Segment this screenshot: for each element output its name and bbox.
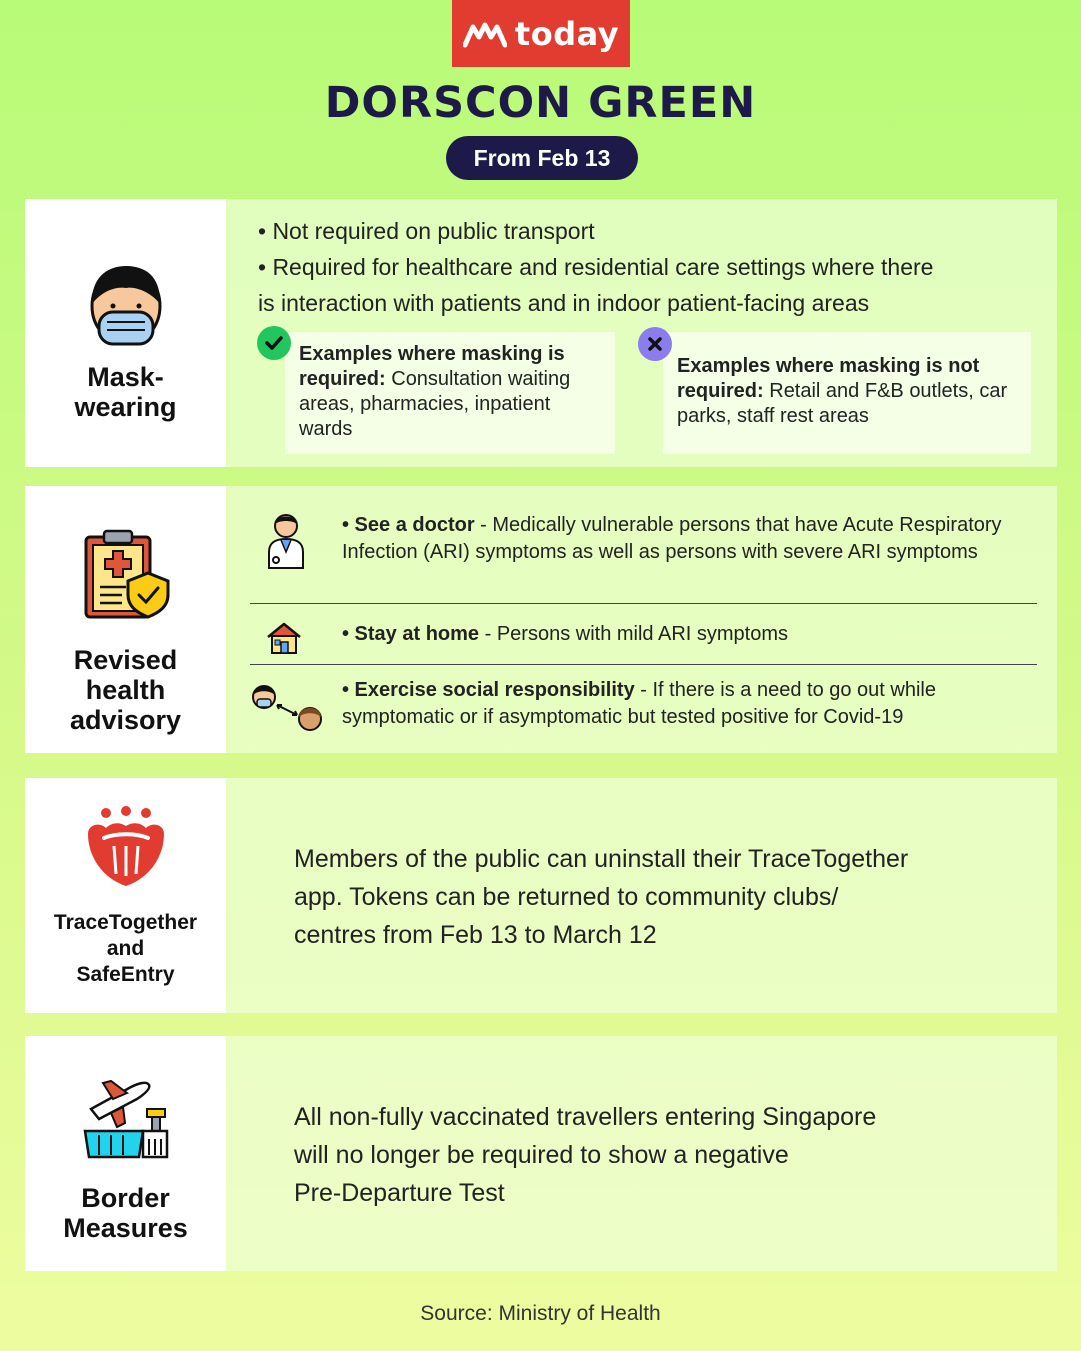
mask-not-required-examples bbox=[663, 332, 1031, 454]
tracetogether-body bbox=[226, 778, 1057, 1013]
border-measures-label-2: Measures bbox=[63, 1212, 188, 1243]
brand-name: today bbox=[514, 14, 620, 53]
border-measures-text-line3: Pre-Departure Test bbox=[294, 1179, 505, 1207]
mask-not-required-text: Retail and F&B outlets, car parks, staff rest areas bbox=[677, 380, 1008, 427]
advisory-social-text: - If there is a need to go out while symptomatic or if asymptomatic but tested positive for Covid-19 bbox=[342, 679, 936, 728]
border-measures-body bbox=[226, 1036, 1057, 1271]
tracetogether-text-line3: centres from Feb 13 to March 12 bbox=[294, 921, 657, 949]
advisory-doctor-bold: • See a doctor bbox=[342, 514, 475, 536]
advisory-divider-2 bbox=[250, 664, 1037, 665]
advisory-divider-1 bbox=[250, 603, 1037, 604]
advisory-social-bold: • Exercise social responsibility bbox=[342, 679, 635, 701]
tracetogether-label-2: and bbox=[106, 936, 145, 960]
mask-not-required-heading: Examples where masking is not bbox=[677, 355, 980, 377]
tracetogether-label-1: TraceTogether bbox=[53, 910, 198, 934]
health-advisory-card bbox=[25, 486, 1057, 753]
advisory-home-text: - Persons with mild ARI symptoms bbox=[479, 623, 789, 645]
page-title: DORSCON GREEN bbox=[324, 78, 757, 128]
mask-bullet-2-line1: • Required for healthcare and residential care settings where there bbox=[258, 254, 934, 280]
health-advisory-body bbox=[226, 486, 1057, 753]
mask-bullet-2-line2: is interaction with patients and in indoor patient-facing areas bbox=[258, 290, 870, 316]
tracetogether-text-line1: Members of the public can uninstall their TraceTogether bbox=[294, 845, 909, 873]
border-measures-text-line1: All non-fully vaccinated travellers entering Singapore bbox=[294, 1103, 877, 1131]
advisory-home-bold: • Stay at home bbox=[342, 623, 480, 645]
advisory-doctor-text: - Medically vulnerable persons that have Acute Respiratory Infection (ARI) symptoms as well as persons with severe ARI symptoms bbox=[342, 514, 1002, 563]
airport-plane-icon bbox=[81, 1069, 171, 1159]
border-measures-card bbox=[25, 1036, 1057, 1271]
mask-bullet-1: • Not required on public transport bbox=[258, 218, 595, 244]
tracetogether-card bbox=[25, 778, 1057, 1013]
mask-wearing-label-1: Mask- bbox=[87, 362, 164, 392]
mask-required-examples bbox=[285, 332, 615, 454]
advisory-row-home bbox=[250, 621, 1037, 655]
mask-not-required-bold: required: bbox=[677, 380, 764, 402]
border-measures-text-line2: will no longer be required to show a negative bbox=[294, 1141, 789, 1169]
advisory-row-doctor bbox=[250, 512, 1037, 570]
mask-required-bold: required: bbox=[299, 368, 386, 390]
health-advisory-side bbox=[25, 486, 226, 753]
people-distance-icon bbox=[250, 677, 326, 733]
mask-required-text: Consultation waiting areas, pharmacies, inpatient wards bbox=[299, 368, 571, 440]
border-measures-text bbox=[294, 1098, 997, 1212]
tracetogether-side bbox=[25, 778, 226, 1013]
doctor-icon bbox=[266, 512, 306, 570]
today-logo bbox=[452, 0, 630, 67]
tracetogether-text bbox=[294, 840, 997, 954]
clipboard-shield-icon bbox=[78, 525, 174, 621]
house-icon bbox=[266, 621, 302, 655]
date-badge: From Feb 13 bbox=[446, 136, 638, 180]
advisory-row-social bbox=[250, 677, 1037, 733]
tracetogether-logo-icon bbox=[80, 806, 172, 890]
masked-person-icon bbox=[85, 262, 167, 352]
border-measures-side bbox=[25, 1036, 226, 1271]
source-credit: Source: Ministry of Health bbox=[420, 1302, 661, 1325]
mask-wearing-label-2: wearing bbox=[74, 392, 177, 422]
border-measures-label-1: Border bbox=[81, 1182, 170, 1213]
mask-wearing-side bbox=[25, 199, 226, 467]
tracetogether-text-line2: app. Tokens can be returned to community clubs/ bbox=[294, 883, 839, 911]
health-advisory-label-1: Revised bbox=[73, 644, 178, 675]
cross-icon bbox=[638, 327, 672, 361]
today-mark-icon bbox=[463, 19, 507, 49]
mask-required-heading: Examples where masking is bbox=[299, 343, 565, 365]
health-advisory-label-2: health bbox=[85, 674, 166, 705]
mask-wearing-body bbox=[226, 199, 1057, 467]
health-advisory-label-3: advisory bbox=[69, 704, 182, 735]
mask-wearing-card bbox=[25, 199, 1057, 467]
check-icon bbox=[257, 326, 291, 360]
tracetogether-label-3: SafeEntry bbox=[76, 962, 175, 986]
